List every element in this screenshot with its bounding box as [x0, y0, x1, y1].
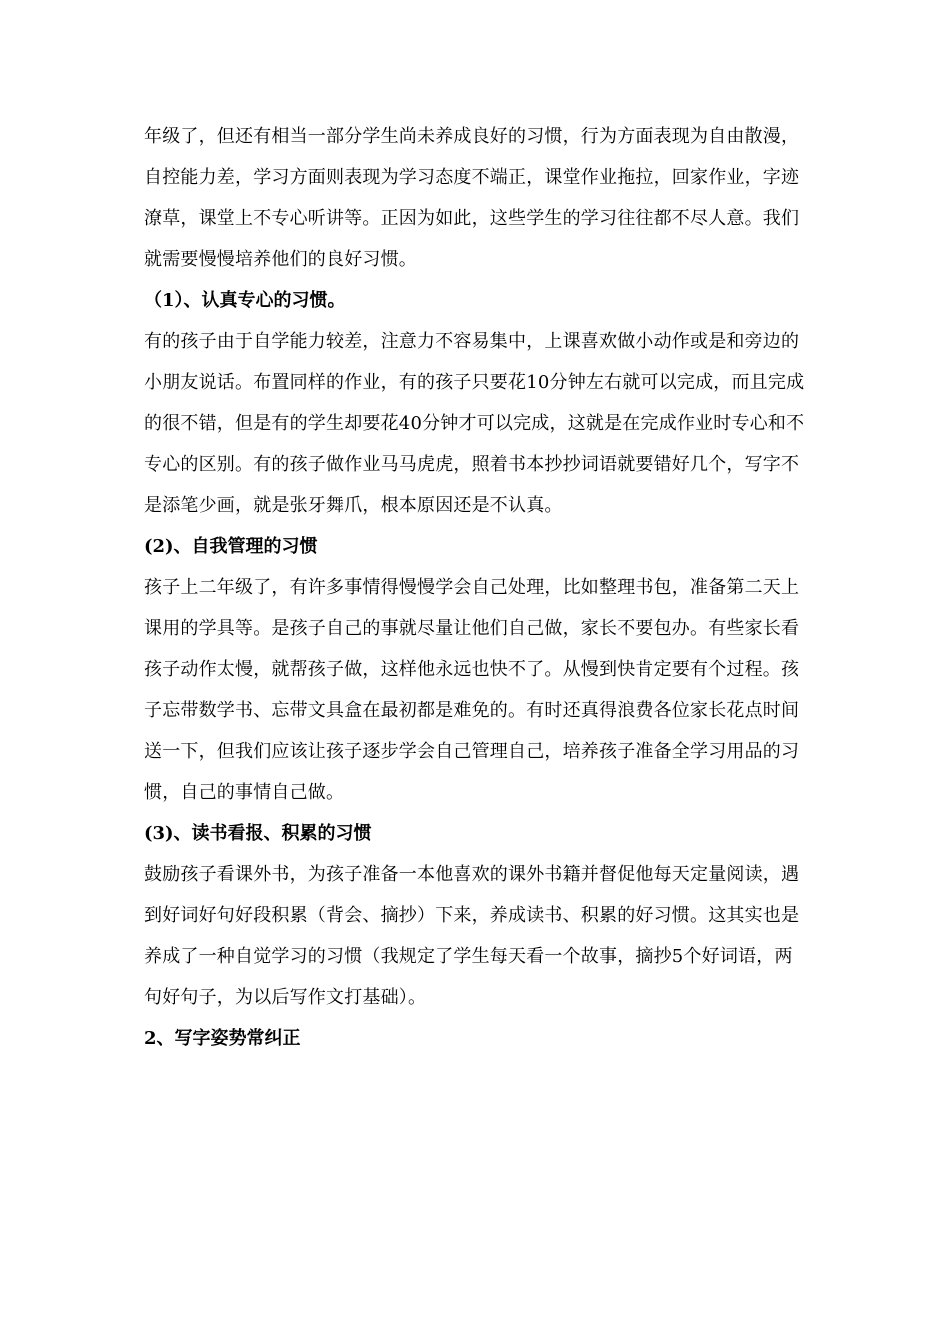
paragraph-habits-intro: 年级了，但还有相当一部分学生尚未养成良好的习惯，行为方面表现为自由散漫，自控能力差，学习方面则表现为学习态度不端正，课堂作业拖拉，回家作业，字迹潦草，课堂上不专心听讲等。正因为如此，这些学生的学习往往都不尽人意。我们就需要慢慢培养他们的良好习惯。: [144, 126, 800, 270]
heading-focus-habit: （1）、认真专心的习惯。: [144, 290, 346, 311]
heading-reading-habit: (3)、读书看报、积累的习惯: [144, 823, 372, 844]
paragraph-focus-habit: 有的孩子由于自学能力较差，注意力不容易集中，上课喜欢做小动作或是和旁边的小朋友说话。布置同样的作业，有的孩子只要花10分钟左右就可以完成，而且完成的很不错，但是有的学生却要花40分钟才可以完成，这就是在完成作业时专心和不专心的区别。有的孩子做作业马马虎虎，照着书本抄抄词语就要错好几个，写字不是添笔少画，就是张牙舞爪，根本原因还是不认真。: [144, 331, 805, 516]
heading-writing-posture: 2、写字姿势常纠正: [144, 1028, 301, 1049]
document-body: [144, 116, 810, 1059]
paragraph-self-management-habit: 孩子上二年级了，有许多事情得慢慢学会自己处理，比如整理书包，准备第二天上课用的学具等。是孩子自己的事就尽量让他们自己做，家长不要包办。有些家长看孩子动作太慢，就帮孩子做，这样他永远也快不了。从慢到快肯定要有个过程。孩子忘带数学书、忘带文具盒在最初都是难免的。有时还真得浪费各位家长花点时间送一下，但我们应该让孩子逐步学会自己管理自己，培养孩子准备全学习用品的习惯，自己的事情自己做。: [144, 577, 800, 803]
paragraph-reading-habit: 鼓励孩子看课外书，为孩子准备一本他喜欢的课外书籍并督促他每天定量阅读，遇到好词好句好段积累（背会、摘抄）下来，养成读书、积累的好习惯。这其实也是养成了一种自觉学习的习惯（我规定了学生每天看一个故事，摘抄5个好词语，两句好句子，为以后写作文打基础）。: [144, 864, 800, 1008]
heading-self-management-habit: (2)、自我管理的习惯: [144, 536, 318, 557]
